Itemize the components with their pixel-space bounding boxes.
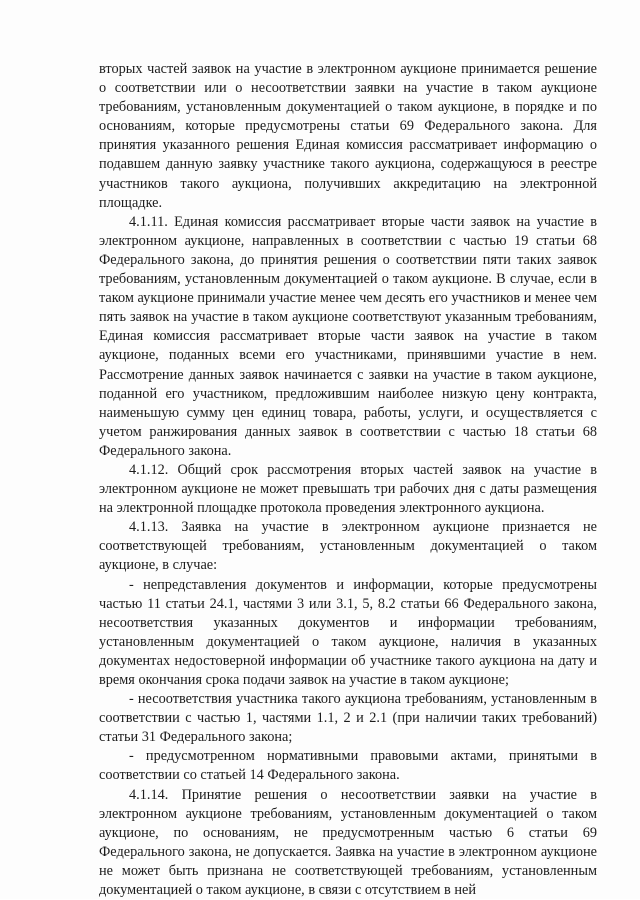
paragraph-4-1-11: 4.1.11. Единая комиссия рассматривает вторые части заявок на участие в электронном аукционе, направленных в соответствии с частью 19 статьи 68 Федерального закона, до принятия решения о соответствии пяти таких заявок требованиям, установленным документацией о таком аукционе. В случае, если в таком аукционе принимали участие менее чем десять его участников и менее чем пять заявок на участие в таком аукционе соответствуют указанным требованиям, Единая комиссия рассматривает вторые части заявок на участие в таком аукционе, поданных всеми его участниками, принявшими участие в нем. Рассмотрение данных заявок начинается с заявки на участие в таком аукционе, поданной его участником, предложившим наиболее низкую цену контракта, наименьшую сумму цен единиц товара, работы, услуги, и осуществляется с учетом ранжирования данных заявок в соответствии с частью 18 статьи 68 Федерального закона. [99, 213, 597, 459]
paragraph-4-1-14: 4.1.14. Принятие решения о несоответствии заявки на участие в электронном аукционе требованиям, установленным документацией о таком аукционе, по основаниям, не предусмотренным частью 6 статьи 69 Федерального закона, не допускается. Заявка на участие в электронном аукционе не может быть признана не соответствующей требованиям, установленным документацией о таком аукционе, в связи с отсутствием в ней [99, 786, 597, 899]
paragraph-4-1-13: 4.1.13. Заявка на участие в электронном аукционе признается не соответствующей требованиям, установленным документацией о таком аукционе, в случае: [99, 519, 597, 574]
paragraph-continuation: вторых частей заявок на участие в электронном аукционе принимается решение о соответствии или о несоответствии заявки на участие в таком аукционе требованиям, установленным документацией о таком аукционе, в порядке и по основаниям, которые предусмотрены статьи 69 Федерального закона. Для принятия указанного решения Единая комиссия рассматривает информацию о подавшем данную заявку участнике такого аукциона, содержащуюся в реестре участников такого аукциона, получивших аккредитацию на электронной площадке. [99, 61, 597, 211]
document-body [99, 60, 597, 900]
list-item-regulatory-acts: - предусмотренном нормативными правовыми актами, принятыми в соответствии со статьей 14 Федерального закона. [99, 748, 597, 784]
paragraph-4-1-12: 4.1.12. Общий срок рассмотрения вторых частей заявок на участие в электронном аукционе не может превышать три рабочих дня с даты размещения на электронной площадке протокола проведения электронного аукциона. [99, 461, 597, 517]
list-item-non-submission: - непредставления документов и информации, которые предусмотрены частью 11 статьи 24.1, частями 3 или 3.1, 5, 8.2 статьи 66 Федерального закона, несоответствия указанных документов и информации требованиям, установленным документацией о таком аукционе, наличия в указанных документах недостоверной информации об участнике такого аукциона на дату и время окончания срока подачи заявок на участие в таком аукционе; [99, 576, 597, 688]
list-item-non-compliance: - несоответствия участника такого аукциона требованиям, установленным в соответствии с частью 1, частями 1.1, 2 и 2.1 (при наличии таких требований) статьи 31 Федерального закона; [99, 691, 597, 746]
